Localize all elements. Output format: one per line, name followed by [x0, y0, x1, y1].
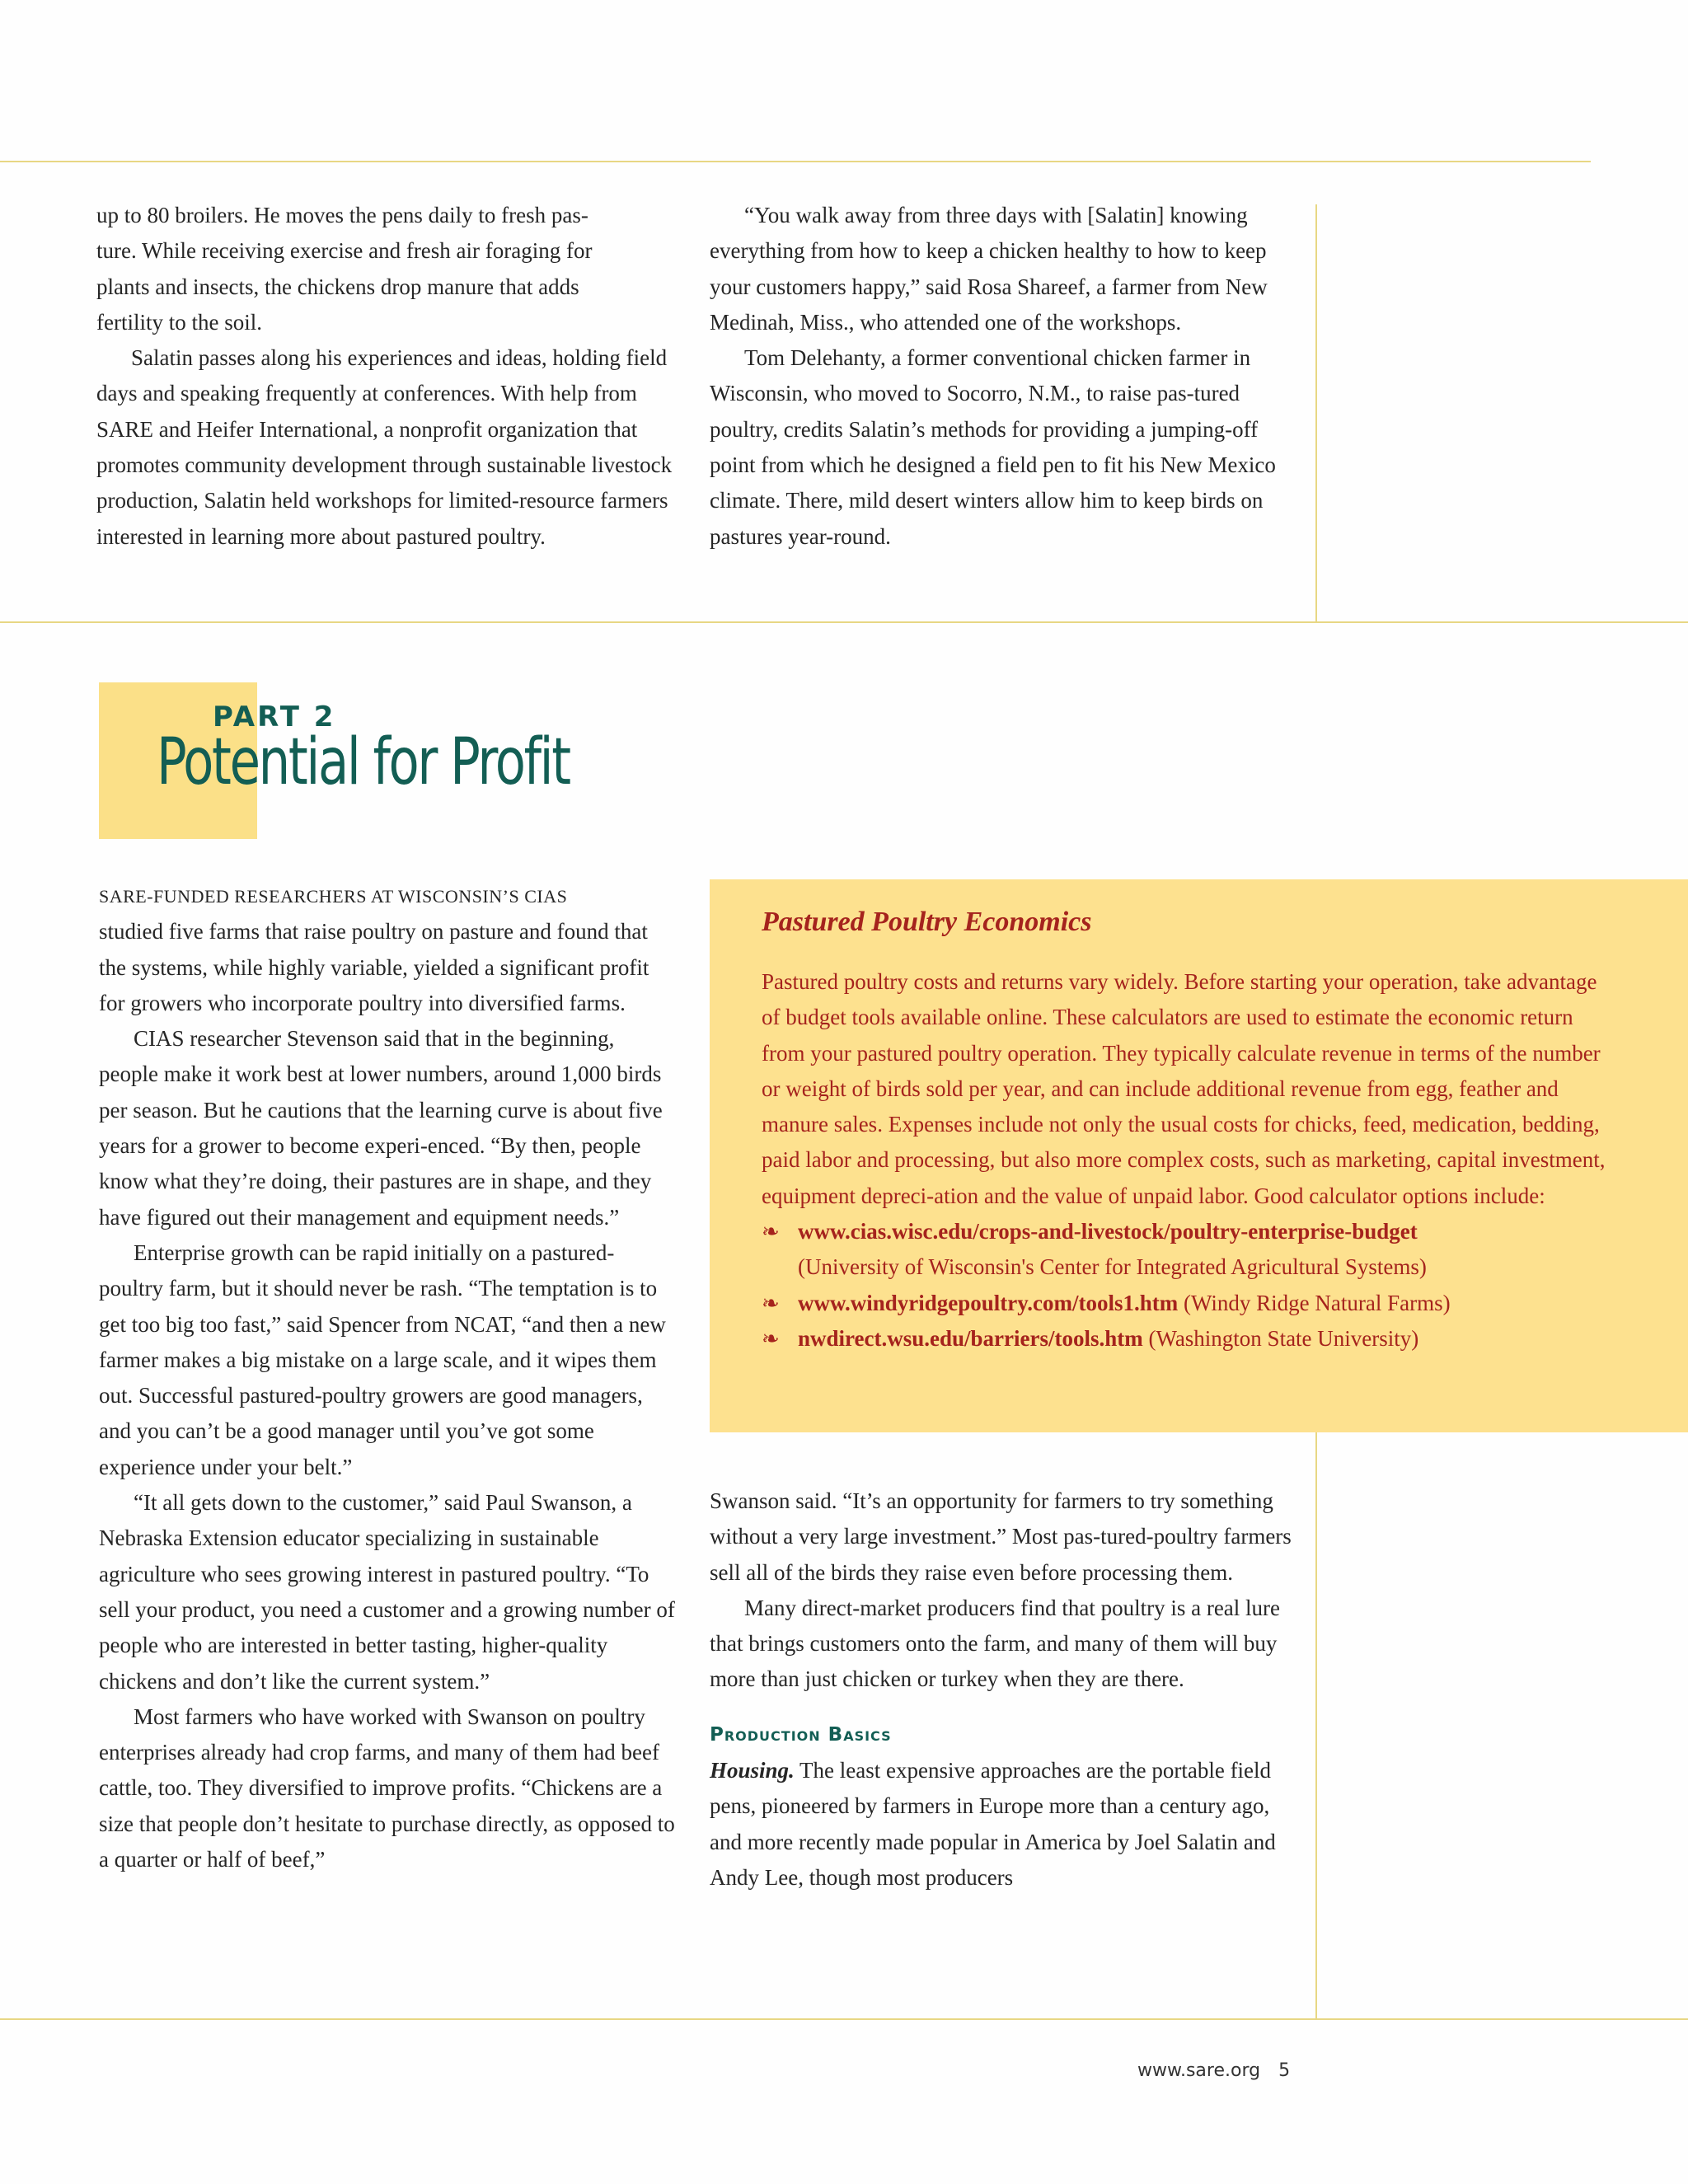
main-left-column [99, 878, 676, 1877]
paragraph: Enterprise growth can be rapid initially on a pastured-poultry farm, but it should never be rash. “The temptation is to get too big too fast,” said Spencer from NCAT, “and then a new farmer makes a big mistake on a large scale, and it wipes them out. Successful pastured-poultry growers are good managers, and you can’t be a good manager until you’ve got some experience under your belt.” [99, 1240, 666, 1479]
page-number: 5 [1278, 2060, 1291, 2081]
paragraph: Most farmers who have worked with Swanson on poultry enterprises already had crop farms, and many of them had beef cattle, too. They diversified to improve profits. “Chickens are a size that people don’t hesitate to purchase directly, as opposed to a quarter or half of beef,” [99, 1704, 675, 1872]
paragraph [710, 1753, 1295, 1896]
calculator-list-item [762, 1286, 1619, 1321]
column-divider-top [1315, 204, 1317, 622]
calculator-org: (Windy Ridge Natural Farms) [1178, 1290, 1451, 1315]
calculator-link[interactable]: nwdirect.wsu.edu/barriers/tools.htm [798, 1325, 1143, 1351]
calculator-list-item [762, 1321, 1619, 1357]
subhead-line [710, 1716, 1295, 1753]
top-rule [0, 161, 1591, 162]
column-divider-bottom [1315, 1432, 1317, 2019]
calculator-list-item [762, 1214, 1619, 1286]
paragraph: up to 80 broilers. He moves the pens daily to fresh pas- ture. While receiving exercise and fresh air foraging for plants and insects, the chickens drop manure that adds fertility to the soil. [96, 203, 593, 335]
top-right-column [710, 198, 1295, 555]
leaf-bullet-icon: ❧ [762, 1326, 780, 1351]
page-footer [1137, 2060, 1290, 2081]
calculator-list [762, 1214, 1619, 1357]
paragraph: CIAS researcher Stevenson said that in the beginning, people make it work best at lower numbers, around 1,000 birds per season. But he cautions that the learning curve is about five years for a grower to become experi-enced. “By then, people know what they’re doing, their pastures are in shape, and they have figured out their management and equipment needs.” [99, 1026, 663, 1230]
runin-text: The least expensive approaches are the portable field pens, pioneered by farmers in Europe more than a century ago, and more recently made popular in America by Joel Salatin and Andy Lee, though most producers [710, 1758, 1276, 1890]
paragraph: “It all gets down to the customer,” said Paul Swanson, a Nebraska Extension educator specializing in sustainable agriculture who sees growing interest in pastured poultry. “To sell your product, you need a customer and a growing number of people who are interested in better tasting, higher-quality chickens and don’t like the current system.” [99, 1490, 675, 1694]
paragraph: Swanson said. “It’s an opportunity for farmers to try something without a very large investment.” Most pas-tured-poultry farmers sell all of the birds they raise even before processing them. [710, 1488, 1292, 1585]
paragraph: “You walk away from three days with [Salatin] knowing everything from how to keep a chicken healthy to how to keep your customers happy,” said Rosa Shareef, a farmer from New Medinah, Miss., who attended one of the workshops. [710, 203, 1268, 335]
site-url[interactable]: www.sare.org [1137, 2060, 1261, 2081]
lead-caps: SARE-FUNDED RESEARCHERS AT WISCONSIN’S CIAS [99, 886, 568, 907]
top-left-column [96, 198, 673, 555]
sidebar-paragraph: Pastured poultry costs and returns vary widely. Before starting your operation, take advantage of budget tools available online. These calculators are used to estimate the economic return from your pastured poultry operation. They typically calculate revenue in terms of the number or weight of birds sold per year, and can include additional revenue from egg, feather and manure sales. Expenses include not only the usual costs for chicks, feed, medication, bedding, paid labor and processing, but also more complex costs, such as marketing, capital investment, equipment depreci-ation and the value of unpaid labor. Good calculator options include: [762, 969, 1606, 1208]
calculator-org: (University of Wisconsin's Center for Integrated Agricultural Systems) [798, 1254, 1427, 1280]
paragraph: Tom Delehanty, a former conventional chicken farmer in Wisconsin, who moved to Socorro, N.M., to raise pas-tured poultry, credits Salatin’s methods for providing a jumping-off point from which he designed a field pen to fit his New Mexico climate. There, mild desert winters allow him to keep birds on pastures year-round. [710, 345, 1276, 549]
calculator-org: (Washington State University) [1142, 1325, 1419, 1351]
bottom-rule [0, 2018, 1688, 2020]
runin-label: Housing. [710, 1758, 795, 1783]
section-rule-top [0, 621, 1688, 623]
paragraph: Salatin passes along his experiences and ideas, holding field days and speaking frequently at conferences. With help from SARE and Heifer International, a nonprofit organization that promotes community development through sustainable livestock production, Salatin held workshops for limited-resource farmers interested in learning more about pastured poultry. [96, 345, 673, 549]
main-right-column [710, 1483, 1295, 1896]
lead-in [99, 878, 676, 914]
sidebar-title: Pastured Poultry Economics [762, 907, 1092, 937]
leaf-bullet-icon: ❧ [762, 1291, 780, 1315]
paragraph: studied five farms that raise poultry on pasture and found that the systems, while highly variable, yielded a significant profit for growers who incorporate poultry into diversified farms. [99, 919, 649, 1015]
section-title: Potential for Profit [157, 725, 570, 799]
paragraph: Many direct-market producers find that poultry is a real lure that brings customers onto the farm, and many of them will buy more than just chicken or turkey when they are there. [710, 1595, 1281, 1692]
leaf-bullet-icon: ❧ [762, 1220, 780, 1244]
subhead: Production Basics [710, 1723, 892, 1746]
calculator-link[interactable]: www.windyridgepoultry.com/tools1.htm [798, 1290, 1179, 1315]
part-label: PART 2 [213, 701, 336, 733]
calculator-link[interactable]: www.cias.wisc.edu/crops-and-livestock/poultry-enterprise-budget [798, 1219, 1418, 1244]
sidebar-body [762, 964, 1619, 1357]
